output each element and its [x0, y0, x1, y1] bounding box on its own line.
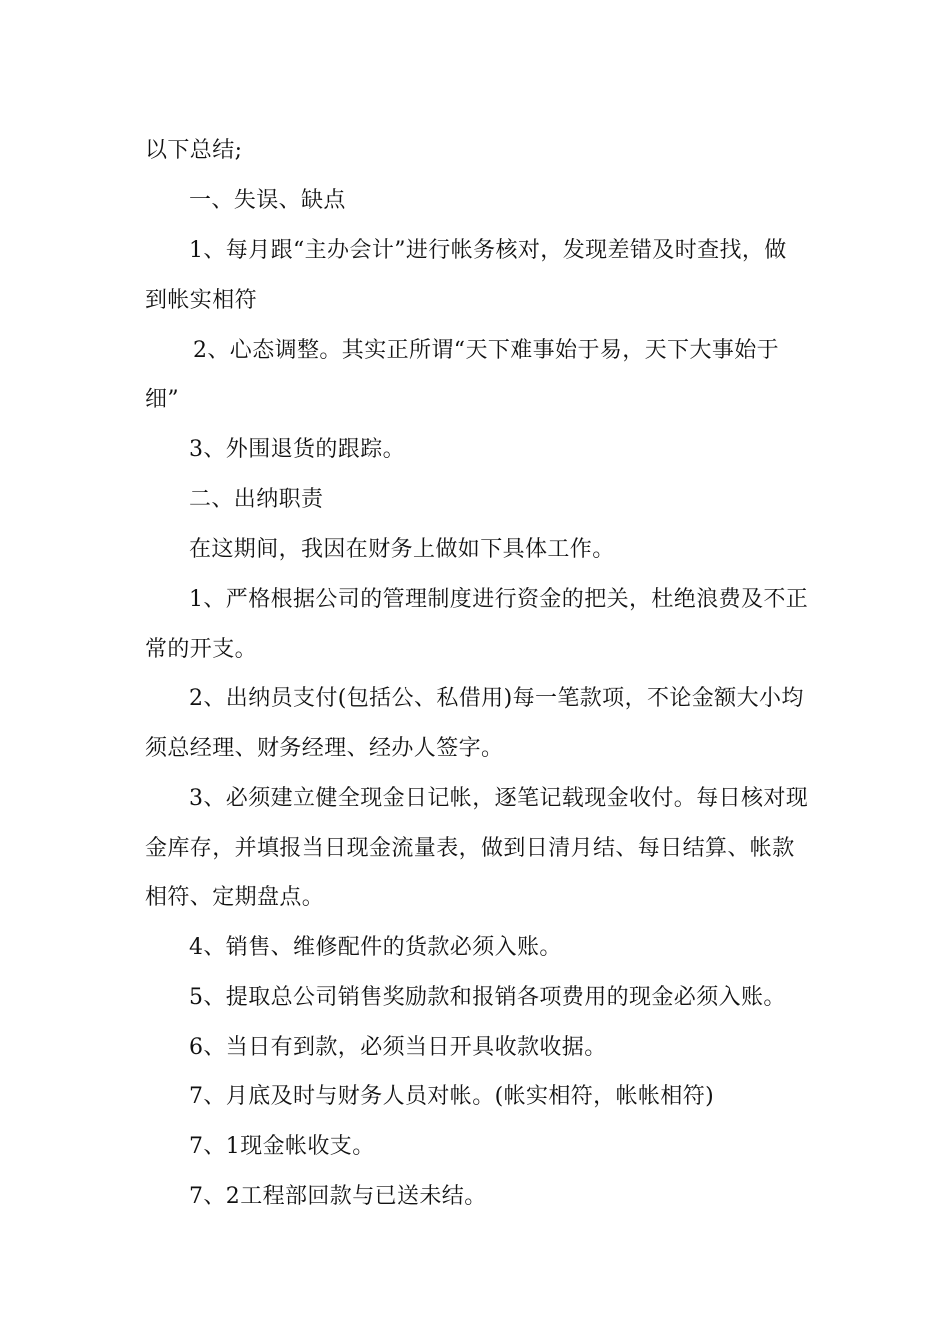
paragraph-line: 7、1现金帐收支。 — [189, 1134, 375, 1159]
paragraph-line: 7、月底及时与财务人员对帐。(帐实相符，帐帐相符) — [189, 1084, 715, 1109]
paragraph-line: 3、必须建立健全现金日记帐，逐笔记载现金收付。每日核对现 — [189, 786, 809, 811]
paragraph-line: 2、出纳员支付(包括公、私借用)每一笔款项，不论金额大小均 — [189, 686, 804, 711]
paragraph-line: 7、2工程部回款与已送未结。 — [189, 1184, 487, 1209]
paragraph-line: 金库存，并填报当日现金流量表，做到日清月结、每日结算、帐款 — [145, 836, 795, 861]
paragraph-line: 1、每月跟“主办会计”进行帐务核对，发现差错及时查找，做 — [189, 238, 787, 263]
paragraph-line: 3、外围退货的跟踪。 — [189, 437, 405, 462]
paragraph-line: 在这期间，我因在财务上做如下具体工作。 — [189, 537, 615, 562]
paragraph-line: 2、心态调整。其实正所谓“天下难事始于易，天下大事始于 — [193, 338, 780, 363]
paragraph-line: 到帐实相符 — [145, 288, 258, 313]
intro-line: 以下总结; — [145, 138, 243, 163]
paragraph-line: 须总经理、财务经理、经办人签字。 — [145, 736, 504, 761]
section-heading-2: 二、出纳职责 — [189, 487, 324, 512]
paragraph-line: 1、严格根据公司的管理制度进行资金的把关，杜绝浪费及不正 — [189, 587, 809, 612]
paragraph-line: 6、当日有到款，必须当日开具收款收据。 — [189, 1035, 607, 1060]
paragraph-line: 5、提取总公司销售奖励款和报销各项费用的现金必须入账。 — [189, 985, 786, 1010]
paragraph-line: 4、销售、维修配件的货款必须入账。 — [189, 935, 562, 960]
paragraph-line: 常的开支。 — [145, 637, 258, 662]
paragraph-line: 细” — [145, 387, 180, 412]
section-heading-1: 一、失误、缺点 — [189, 188, 346, 213]
paragraph-line: 相符、定期盘点。 — [145, 885, 325, 910]
